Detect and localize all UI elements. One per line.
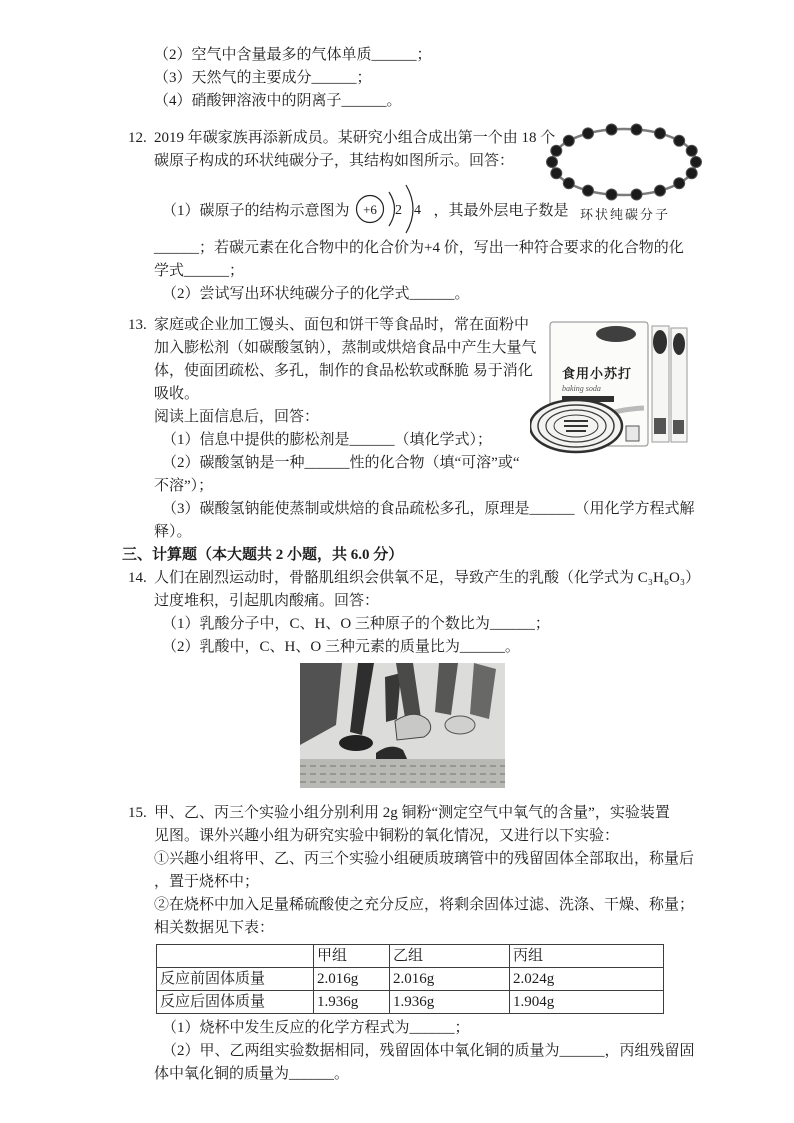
carbon-atom xyxy=(655,128,666,139)
question-11-tail xyxy=(128,44,698,113)
question-item: （2）尝试写出环状纯碳分子的化学式______。 xyxy=(162,286,470,302)
question-number: 15. xyxy=(128,805,147,821)
question-item: （2）甲、乙两组实验数据相同，残留固体中氧化铜的质量为______，丙组残留固 xyxy=(162,1043,695,1059)
text-line: 碳原子构成的环状纯碳分子，其结构如图所示。回答： xyxy=(154,153,515,169)
carbon-atom xyxy=(606,189,617,200)
figure-caption: 环状纯碳分子 xyxy=(579,207,670,222)
packet-mark xyxy=(653,330,667,354)
shell1-count: 2 xyxy=(394,203,402,218)
question-item: （4）硝酸钾溶液中的阴离子______。 xyxy=(154,93,402,109)
question-item: （2）碳酸氢钠是一种______性的化合物（填“可溶”或“ xyxy=(162,455,520,471)
atom-structure-diagram xyxy=(354,181,430,237)
question-number: 13. xyxy=(128,317,147,333)
plate xyxy=(530,400,622,452)
text-line: 加入膨松剂（如碳酸氢钠），蒸制或烘焙食品中产生大量气 xyxy=(154,340,537,356)
carbon-atom xyxy=(631,124,642,135)
table-cell: 1.904g xyxy=(510,991,664,1014)
question-number: 14. xyxy=(128,570,147,586)
text-line: ①兴趣小组将甲、乙、丙三个实验小组硬质玻璃管中的残留固体全部取出，称量后 xyxy=(154,851,695,867)
table-cell: 反应后固体质量 xyxy=(157,991,314,1014)
text-line: 吸收。 xyxy=(154,386,200,402)
question-12 xyxy=(128,127,698,306)
carbon-atom xyxy=(674,135,685,146)
table-header-cell xyxy=(157,945,314,968)
carbon-atom xyxy=(547,157,558,168)
text-line: 不溶”）； xyxy=(154,478,214,494)
text-line: 学式______； xyxy=(154,263,245,279)
question-item: （1）信息中提供的膨松剂是______（填化学式）； xyxy=(162,432,493,448)
text-line: 相关数据见下表： xyxy=(154,920,275,936)
carbon-atom xyxy=(551,145,562,156)
carbon-atom xyxy=(563,178,574,189)
text-line: 见图。课外兴趣小组为研究实验中铜粉的氧化情况，又进行以下实验： xyxy=(154,828,620,844)
product-name: 食用小苏打 xyxy=(562,366,633,381)
text-line: 体，使面团疏松、多孔，制作的食品松软或酥脆 易于消化 xyxy=(154,363,533,379)
exam-content xyxy=(122,44,701,1086)
table-header-cell: 丙组 xyxy=(510,945,664,968)
runners-photo xyxy=(300,663,505,788)
question-15 xyxy=(128,802,698,1086)
question-item: （1）烧杯中发生反应的化学方程式为______； xyxy=(162,1020,470,1036)
text-line: 体中氧化铜的质量为______。 xyxy=(154,1066,350,1082)
question-item: （3）天然气的主要成分______； xyxy=(154,70,372,86)
text-line: 人们在剧烈运动时，骨骼肌组织会供氧不足，导致产生的乳酸（化学式为 C₃H₆O₃） xyxy=(154,570,701,586)
text-line: 家庭或企业加工馒头、面包和饼干等食品时，常在面粉中 xyxy=(154,317,530,333)
question-number xyxy=(128,44,154,67)
packet-mark xyxy=(673,420,684,434)
carbon-atom xyxy=(686,168,697,179)
badge xyxy=(596,326,636,342)
table-cell: 1.936g xyxy=(390,991,510,1014)
question-item: （1）乳酸分子中，C、H、O 三种原子的个数比为______； xyxy=(162,616,550,632)
text-line: 阅读上面信息后，回答： xyxy=(154,409,320,425)
question-13 xyxy=(128,314,698,544)
table-cell: 2.024g xyxy=(510,968,664,991)
cup-glyph xyxy=(626,426,639,441)
table-cell: 1.936g xyxy=(314,991,390,1014)
carbon-atom xyxy=(691,157,702,168)
question-item: （2）乳酸中，C、H、O 三种元素的质量比为______。 xyxy=(162,639,520,655)
carbon-atom xyxy=(631,189,642,200)
electron-shell-arc xyxy=(406,185,413,233)
packet-mark xyxy=(654,418,666,434)
section-heading: 三、计算题（本大题共 2 小题，共 6.0 分） xyxy=(122,547,404,563)
text-line: 释）。 xyxy=(154,524,192,540)
baking-soda-package-image xyxy=(530,312,702,454)
carbon-atom xyxy=(686,145,697,156)
text-line: 过度堆积，引起肌肉酸痛。回答： xyxy=(154,593,380,609)
question-item: （3）碳酸氢钠能使蒸制或烘焙的食品疏松多孔，原理是______（用化学方程式解 xyxy=(162,501,695,517)
running-shoe xyxy=(339,735,373,751)
carbon-ring-figure xyxy=(546,121,704,224)
table-cell: 反应前固体质量 xyxy=(157,968,314,991)
carbon-atom xyxy=(583,128,594,139)
carbon-ring-atoms xyxy=(547,124,702,200)
question-item: （2）空气中含量最多的气体单质______； xyxy=(154,47,432,63)
carbon-atom xyxy=(606,124,617,135)
table-cell: 2.016g xyxy=(314,968,390,991)
question-14 xyxy=(128,567,701,796)
item-text: ，其最外层电子数是 xyxy=(433,202,569,219)
text-line: ②在烧杯中加入足量稀硫酸使之充分反应，将剩余固体过滤、洗涤、干燥、称量； xyxy=(154,897,695,913)
table-row xyxy=(157,991,664,1014)
running-shoe xyxy=(445,716,475,734)
table-header-row xyxy=(157,945,664,968)
table-header-cell: 甲组 xyxy=(314,945,390,968)
carbon-ring-molecule-image xyxy=(546,121,704,201)
text-line: 甲、乙、丙三个实验小组分别利用 2g 铜粉“测定空气中氧气的含量”，实验装置 xyxy=(154,805,670,821)
experiment-data-table xyxy=(156,944,664,1014)
nucleus-charge: +6 xyxy=(362,202,377,217)
text-line: ______；若碳元素在化合物中的化合价为+4 价，写出一种符合要求的化合物的化 xyxy=(154,240,684,256)
table-header-cell: 乙组 xyxy=(390,945,510,968)
baking-soda-figure xyxy=(530,312,702,454)
table-row xyxy=(157,968,664,991)
text-line: 2019 年碳家族再添新成员。某研究小组合成出第一个由 18 个 xyxy=(154,130,556,146)
table-cell: 2.016g xyxy=(390,968,510,991)
packet-mark xyxy=(673,333,685,355)
electron-shell-arc xyxy=(389,192,395,226)
product-subtitle: baking soda xyxy=(562,384,601,393)
question-number: 12. xyxy=(128,130,147,146)
carbon-atom xyxy=(551,168,562,179)
carbon-atom xyxy=(674,178,685,189)
shell2-count: 4 xyxy=(413,203,421,218)
carbon-atom xyxy=(655,185,666,196)
carbon-atom xyxy=(583,185,594,196)
item-text: （1）碳原子的结构示意图为 xyxy=(162,202,350,219)
text-line: ，置于烧杯中； xyxy=(154,874,260,890)
carbon-atom xyxy=(563,135,574,146)
running-shoe xyxy=(395,714,431,740)
